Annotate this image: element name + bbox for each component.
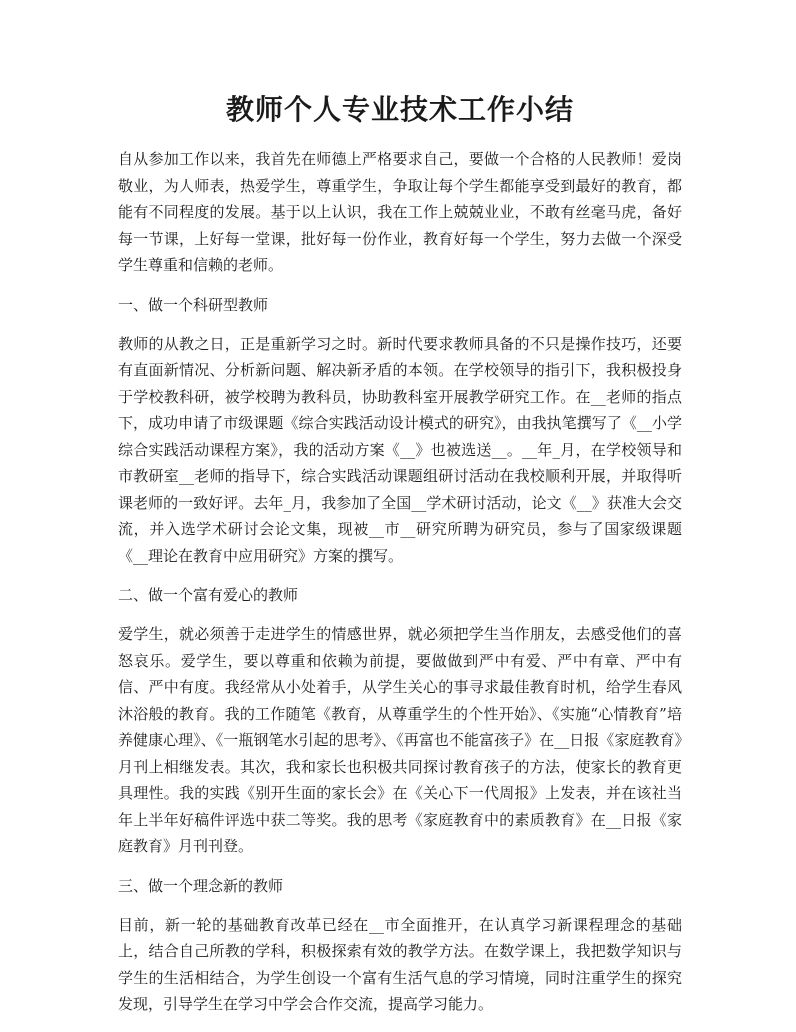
section-body: 爱学生，就必须善于走进学生的情感世界，就必须把学生当作朋友，去感受他们的喜怒哀乐。爱学生，要以尊重和依赖为前提，要做做到严中有爱、严中有章、严中有信、严中有度。我经常从小处着手，从学生关心的事寻求最佳教育时机，给学生春风沐浴般的教育。我的工作随笔《教育，从尊重学生的个性开始》、《实施“心情教育”培养健康心理》、《一瓶钢笔水引起的思考》、《再富也不能富孩子》在__日报《家庭教育》月刊上相继发表。其次，我和家长也积极共同探讨教育孩子的方法，使家长的教育更具理性。我的实践《别开生面的家长会》在《关心下一代周报》上发表，并在该社当年上半年好稿件评选中获二等奖。我的思考《家庭教育中的素质教育》在__日报《家庭教育》月刊刊登。 <box>118 625 682 855</box>
document-page <box>118 90 682 1032</box>
intro-paragraph: 自从参加工作以来，我首先在师德上严格要求自己，要做一个合格的人民教师！爱岗敬业，为人师表，热爱学生，尊重学生，争取让每个学生都能享受到最好的教育，都能有不同程度的发展。基于以上认识，我在工作上兢兢业业，不敢有丝毫马虎，备好每一节课，上好每一堂课，批好每一份作业，教育好每一个学生，努力去做一个深受学生尊重和信赖的老师。 <box>118 150 682 274</box>
section-2 <box>118 583 682 860</box>
document-title: 教师个人专业技术工作小结 <box>225 93 574 126</box>
section-1 <box>118 293 682 570</box>
section-heading: 二、做一个富有爱心的教师 <box>118 586 299 604</box>
section-body: 教师的从教之日，正是重新学习之时。新时代要求教师具备的不只是操作技巧，还要有直面新情况、分析新问题、解决新矛盾的本领。在学校领导的指引下，我积极投身于学校教科研，被学校聘为教科员，协助教科室开展教学研究工作。在__老师的指点下，成功申请了市级课题《综合实践活动设计模式的研究》，由我执笔撰写了《__小学综合实践活动课程方案》，我的活动方案《__》也被选送__。__年_月，在学校领导和市教研室__老师的指导下，综合实践活动课题组研讨活动在我校顺利开展，并取得听课老师的一致好评。去年_月，我参加了全国__学术研讨活动，论文《__》获准大会交流，并入选学术研讨会论文集，现被__市__研究所聘为研究员，参与了国家级课题《__理论在教育中应用研究》方案的撰写。 <box>118 334 682 565</box>
section-heading: 一、做一个科研型教师 <box>118 295 269 314</box>
section-3 <box>118 874 682 1018</box>
section-body: 目前，新一轮的基础教育改革已经在__市全面推开，在认真学习新课程理念的基础上，结合自己所教的学科，积极探索有效的教学方法。在数学课上，我把数学知识与学生的生活相结合，为学生创设一个富有生活气息的学习情境，同时注重学生的探究发现，引导学生在学习中学会合作交流，提高学习能力。 <box>118 915 682 1013</box>
section-heading: 三、做一个理念新的教师 <box>118 876 284 895</box>
